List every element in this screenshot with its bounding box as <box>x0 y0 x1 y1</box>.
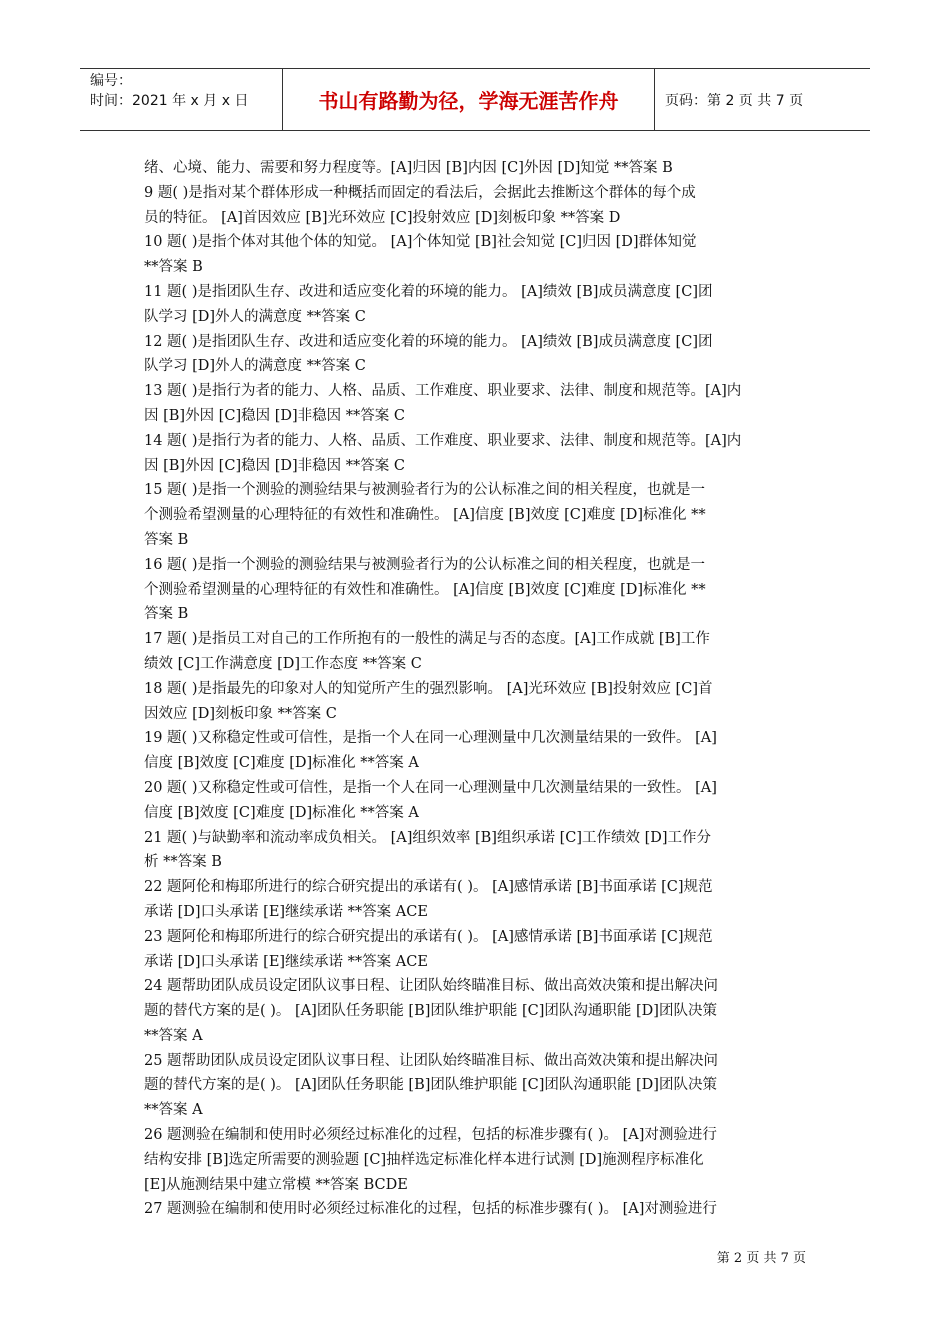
text-line: 承诺 [D]口头承诺 [E]继续承诺 **答案 ACE <box>144 953 428 970</box>
time-label: 时间：2021 年 x 月 x 日 <box>90 93 249 109</box>
text-line: **答案 A <box>144 1027 203 1044</box>
text-line: 20 题( )又称稳定性或可信性，是指一个人在同一心理测量中几次测量结果的一致性。 [A] <box>144 779 717 796</box>
text-line: 23 题阿伦和梅耶所进行的综合研究提出的承诺有( )。 [A]感情承诺 [B]书面承诺 [C]规范 <box>144 928 713 945</box>
text-line: 9 题( )是指对某个群体形成一种概括而固定的看法后，会据此去推断这个群体的每个成 <box>144 184 696 201</box>
text-line: 绪、心境、能力、需要和努力程度等。[A]归因 [B]内因 [C]外因 [D]知觉 **答案 B <box>144 160 673 176</box>
text-line: 26 题测验在编制和使用时必须经过标准化的过程，包括的标准步骤有( )。 [A]对测验进行 <box>144 1127 717 1144</box>
text-line: 13 题( )是指行为者的能力、人格、品质、工作难度、职业要求、法律、制度和规范等。[A]内 <box>144 383 742 400</box>
text-line: 25 题帮助团队成员设定团队议事日程、让团队始终瞄准目标、做出高效决策和提出解决问 <box>144 1052 719 1069</box>
text-line: 题的替代方案的是( )。 [A]团队任务职能 [B]团队维护职能 [C]团队沟通职能 [D]团队决策 <box>144 1003 717 1020</box>
document-body <box>144 156 809 1222</box>
text-line: 答案 B <box>144 606 189 623</box>
page-footer: 第 2 页 共 7 页 <box>716 1251 806 1266</box>
text-line: [E]从施测结果中建立常模 **答案 BCDE <box>144 1176 408 1193</box>
text-line: 因效应 [D]刻板印象 **答案 C <box>144 705 337 722</box>
text-line: 信度 [B]效度 [C]难度 [D]标准化 **答案 A <box>144 755 419 772</box>
text-line: 结构安排 [B]选定所需要的测验题 [C]抽样选定标准化样本进行试测 [D]施测程序标准化 <box>144 1151 704 1168</box>
text-line: 16 题( )是指一个测验的测验结果与被测验者行为的公认标准之间的相关程度，也就是一 <box>144 556 705 573</box>
text-line: 因 [B]外因 [C]稳因 [D]非稳因 **答案 C <box>144 457 405 474</box>
text-line: 个测验希望测量的心理特征的有效性和准确性。 [A]信度 [B]效度 [C]难度 [D]标准化 ** <box>144 581 706 598</box>
text-line: 绩效 [C]工作满意度 [D]工作态度 **答案 C <box>144 655 422 672</box>
text-line: **答案 B <box>144 259 203 276</box>
text-line: 11 题( )是指团队生存、改进和适应变化着的环境的能力。 [A]绩效 [B]成员满意度 [C]团 <box>144 283 713 300</box>
header-motto: 书山有路勤为径，学海无涯苦作舟 <box>282 69 655 130</box>
header-info <box>80 69 282 130</box>
text-line: 析 **答案 B <box>144 854 222 871</box>
text-line: 22 题阿伦和梅耶所进行的综合研究提出的承诺有( )。 [A]感情承诺 [B]书面承诺 [C]规范 <box>144 879 713 896</box>
text-line: 21 题( )与缺勤率和流动率成负相关。 [A]组织效率 [B]组织承诺 [C]工作绩效 [D]工作分 <box>144 829 712 846</box>
text-line: 27 题测验在编制和使用时必须经过标准化的过程，包括的标准步骤有( )。 [A]对测验进行 <box>144 1201 717 1218</box>
text-line: 14 题( )是指行为者的能力、人格、品质、工作难度、职业要求、法律、制度和规范等。[A]内 <box>144 432 742 449</box>
text-line: 员的特征。 [A]首因效应 [B]光环效应 [C]投射效应 [D]刻板印象 **答案 D <box>144 209 621 226</box>
header-page-label: 页码：第 2 页 共 7 页 <box>665 92 804 109</box>
page-header <box>80 68 870 131</box>
text-line: 17 题( )是指员工对自己的工作所抱有的一般性的满足与否的态度。[A]工作成就 [B]工作 <box>144 631 710 648</box>
text-line: 队学习 [D]外人的满意度 **答案 C <box>144 308 366 325</box>
text-line: 12 题( )是指团队生存、改进和适应变化着的环境的能力。 [A]绩效 [B]成员满意度 [C]团 <box>144 333 713 350</box>
text-line: 10 题( )是指个体对其他个体的知觉。 [A]个体知觉 [B]社会知觉 [C]归因 [D]群体知觉 <box>144 234 697 251</box>
number-label: 编号： <box>90 73 132 89</box>
text-line: 24 题帮助团队成员设定团队议事日程、让团队始终瞄准目标、做出高效决策和提出解决问 <box>144 978 719 995</box>
text-line: 队学习 [D]外人的满意度 **答案 C <box>144 358 366 375</box>
text-line: 承诺 [D]口头承诺 [E]继续承诺 **答案 ACE <box>144 903 428 920</box>
text-line: 个测验希望测量的心理特征的有效性和准确性。 [A]信度 [B]效度 [C]难度 [D]标准化 ** <box>144 507 706 524</box>
text-line: 因 [B]外因 [C]稳因 [D]非稳因 **答案 C <box>144 407 405 424</box>
text-line: 18 题( )是指最先的印象对人的知觉所产生的强烈影响。 [A]光环效应 [B]投射效应 [C]首 <box>144 680 713 697</box>
text-line: **答案 A <box>144 1102 203 1119</box>
text-line: 15 题( )是指一个测验的测验结果与被测验者行为的公认标准之间的相关程度，也就是一 <box>144 482 705 499</box>
text-line: 19 题( )又称稳定性或可信性，是指一个人在同一心理测量中几次测量结果的一致件。 [A] <box>144 730 717 747</box>
text-line: 信度 [B]效度 [C]难度 [D]标准化 **答案 A <box>144 804 419 821</box>
text-line: 题的替代方案的是( )。 [A]团队任务职能 [B]团队维护职能 [C]团队沟通职能 [D]团队决策 <box>144 1077 717 1094</box>
text-line: 答案 B <box>144 531 189 548</box>
